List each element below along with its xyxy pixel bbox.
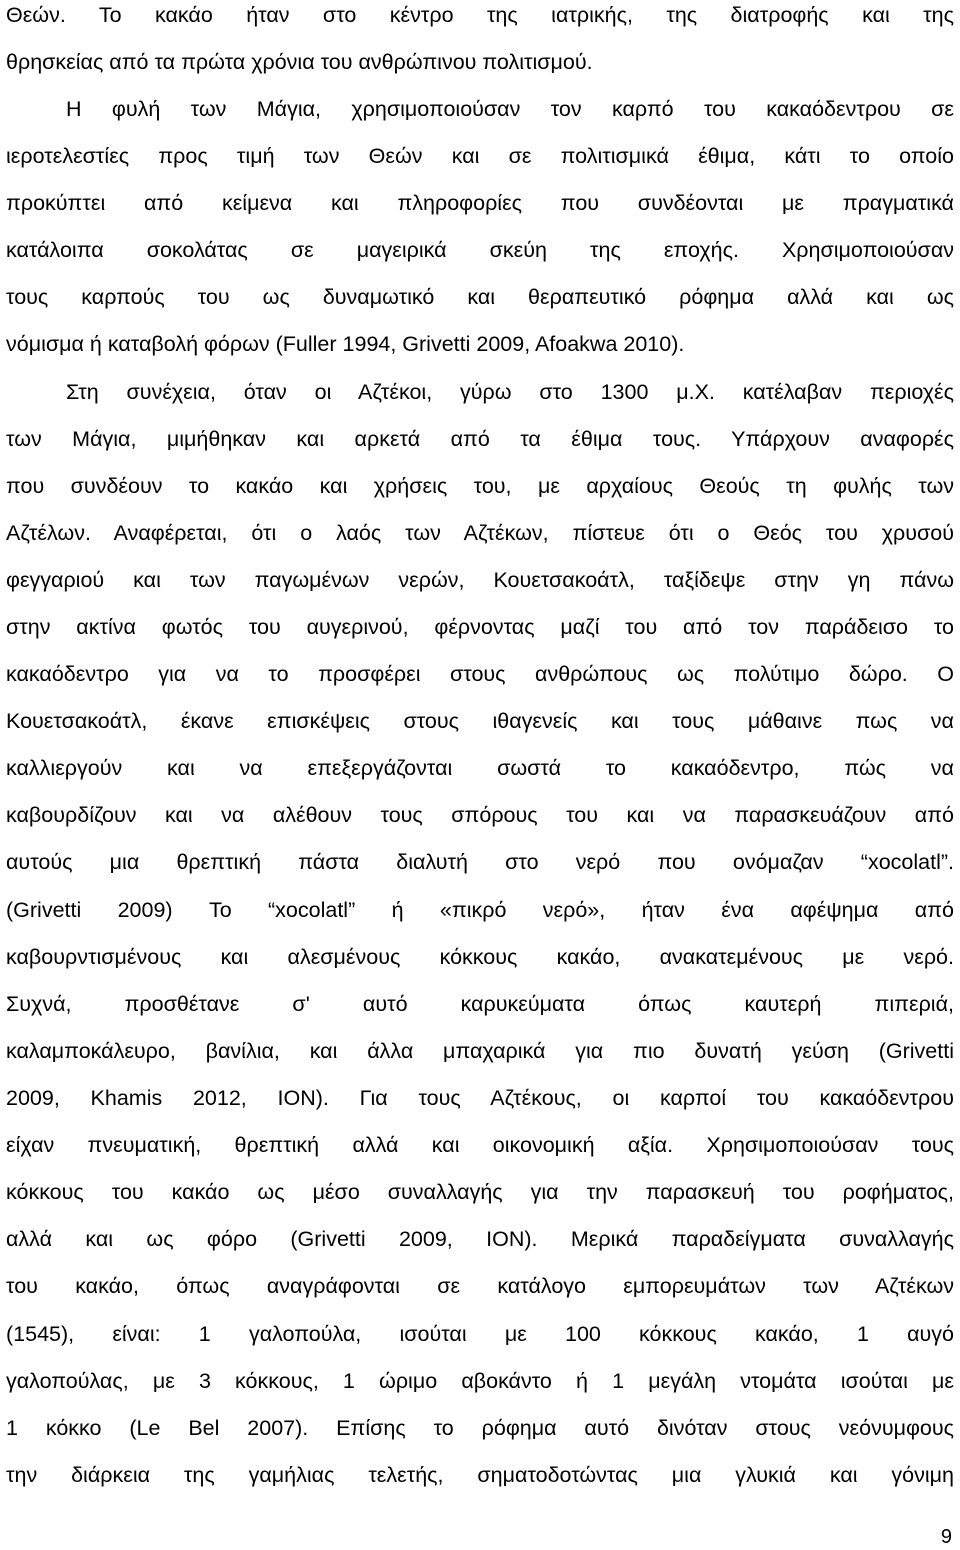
text-line: 2009, Khamis 2012, ΙΟΝ). Για τους Αζτέκους, οι καρποί του κακαόδεντρου <box>6 1086 954 1110</box>
text-line: νόμισμα ή καταβολή φόρων (Fuller 1994, Grivetti 2009, Afoakwa 2010). <box>6 332 685 356</box>
text-line: 1 κόκκο (Le Bel 2007). Επίσης το ρόφημα αυτό δινόταν στους νεόνυμφους <box>6 1416 954 1440</box>
text-line: Η φυλή των Μάγια, χρησιμοποιούσαν τον καρπό του κακαόδεντρου σε <box>66 97 954 121</box>
text-line: Στη συνέχεια, όταν οι Αζτέκοι, γύρω στο 1300 μ.Χ. κατέλαβαν περιοχές <box>66 380 954 404</box>
text-line: Αζτέλων. Αναφέρεται, ότι ο λαός των Αζτέκων, πίστευε ότι ο Θεός του χρυσού <box>6 521 954 545</box>
page-number: 9 <box>940 1526 952 1548</box>
text-line: ιεροτελεστίες προς τιμή των Θεών και σε πολιτισμικά έθιμα, κάτι το οποίο <box>6 144 954 168</box>
text-line: καβουρδίζουν και να αλέθουν τους σπόρους του και να παρασκευάζουν από <box>6 803 954 827</box>
text-line: γαλοπούλας, με 3 κόκκους, 1 ώριμο αβοκάντο ή 1 μεγάλη ντομάτα ισούται με <box>6 1369 954 1393</box>
text-line: κακαόδεντρο για να το προσφέρει στους ανθρώπους ως πολύτιμο δώρο. Ο <box>6 662 954 686</box>
text-line: Θεών. Το κακάο ήταν στο κέντρο της ιατρικής, της διατροφής και της <box>6 3 954 27</box>
text-line: στην ακτίνα φωτός του αυγερινού, φέρνοντας μαζί του από τον παράδεισο το <box>6 615 954 639</box>
text-line: (1545), είναι: 1 γαλοπούλα, ισούται με 100 κόκκους κακάο, 1 αυγό <box>6 1322 954 1346</box>
text-line: είχαν πνευματική, θρεπτική αλλά και οικονομική αξία. Χρησιμοποιούσαν τους <box>6 1133 954 1157</box>
text-line: του κακάο, όπως αναγράφονται σε κατάλογο εμπορευμάτων των Αζτέκων <box>6 1274 954 1298</box>
text-line: (Grivetti 2009) Το “xocolatl” ή «πικρό νερό», ήταν ένα αφέψημα από <box>6 898 954 922</box>
text-line: των Μάγια, μιμήθηκαν και αρκετά από τα έθιμα τους. Υπάρχουν αναφορές <box>6 427 954 451</box>
text-line: αυτούς μια θρεπτική πάστα διαλυτή στο νερό που ονόμαζαν “xocolatl”. <box>6 850 954 874</box>
text-line: κόκκους του κακάο ως μέσο συναλλαγής για την παρασκευή του ροφήματος, <box>6 1180 954 1204</box>
text-line: Κουετσακοάτλ, έκανε επισκέψεις στους ιθαγενείς και τους μάθαινε πως να <box>6 709 954 733</box>
text-line: θρησκείας από τα πρώτα χρόνια του ανθρώπινου πολιτισμού. <box>6 50 593 74</box>
text-line: φεγγαριού και των παγωμένων νερών, Κουετσακοάτλ, ταξίδεψε στην γη πάνω <box>6 568 954 592</box>
text-line: αλλά και ως φόρο (Grivetti 2009, ΙΟΝ). Μερικά παραδείγματα συναλλαγής <box>6 1227 954 1251</box>
text-line: καλαμποκάλευρο, βανίλια, και άλλα μπαχαρικά για πιο δυνατή γεύση (Grivetti <box>6 1039 954 1063</box>
text-line: που συνδέουν το κακάο και χρήσεις του, με αρχαίους Θεούς τη φυλής των <box>6 474 954 498</box>
text-line: καβουρντισμένους και αλεσμένους κόκκους κακάο, ανακατεμένους με νερό. <box>6 945 954 969</box>
text-line: προκύπτει από κείμενα και πληροφορίες που συνδέονται με πραγματικά <box>6 191 954 215</box>
text-line: την διάρκεια της γαμήλιας τελετής, σηματοδοτώντας μια γλυκιά και γόνιμη <box>6 1463 954 1487</box>
text-line: καλλιεργούν και να επεξεργάζονται σωστά το κακαόδεντρο, πώς να <box>6 756 954 780</box>
text-line: κατάλοιπα σοκολάτας σε μαγειρικά σκεύη της εποχής. Χρησιμοποιούσαν <box>6 238 954 262</box>
text-line: τους καρπούς του ως δυναμωτικό και θεραπευτικό ρόφημα αλλά και ως <box>6 285 954 309</box>
text-line: Συχνά, προσθέτανε σ' αυτό καρυκεύματα όπως καυτερή πιπεριά, <box>6 992 954 1016</box>
